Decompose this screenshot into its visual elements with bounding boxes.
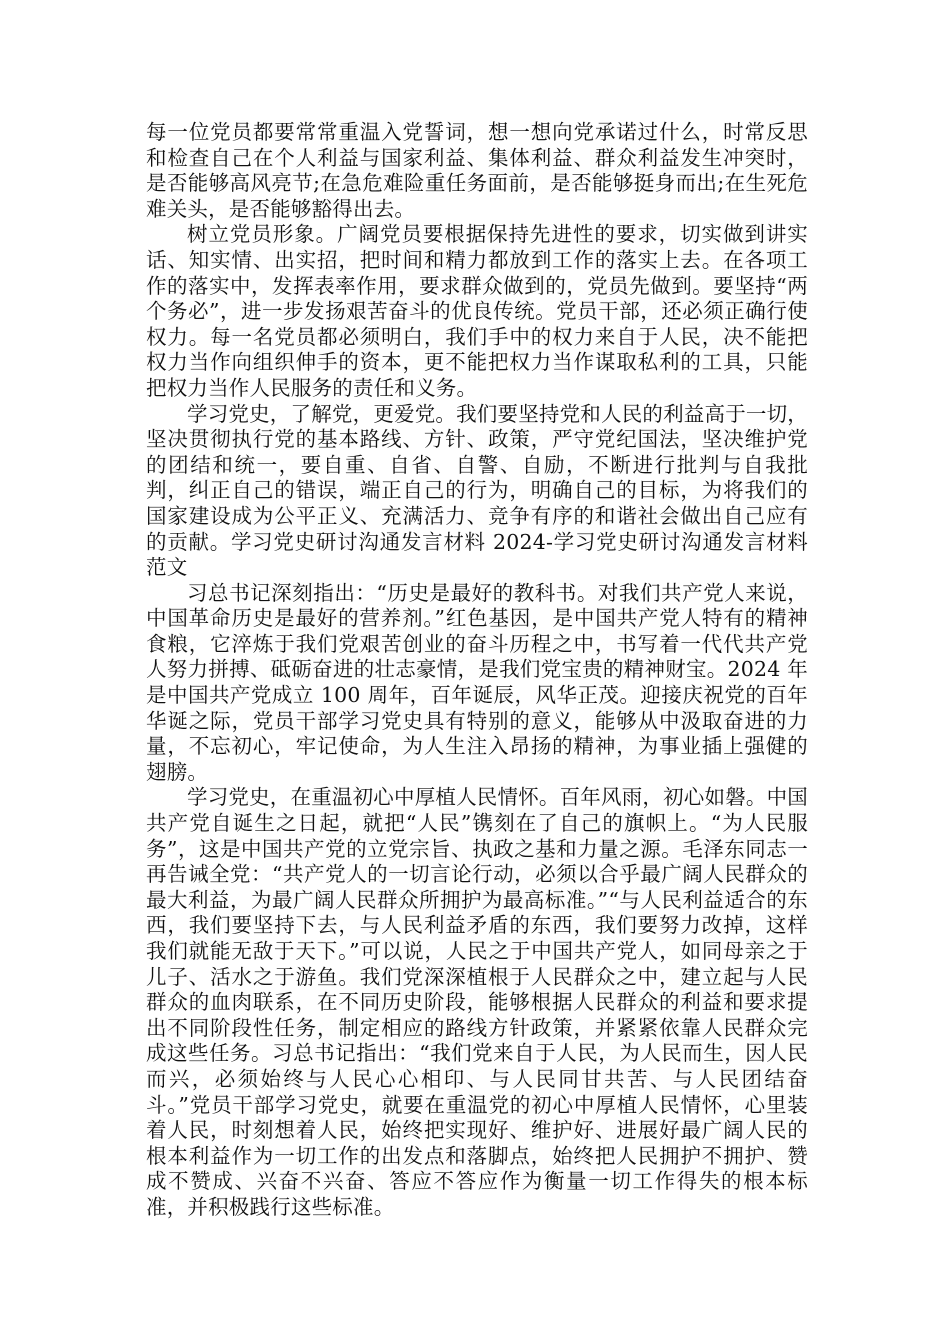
paragraph-1: 每一位党员都要常常重温入党誓词，想一想向党承诺过什么，时常反思和检查自己在个人利益与国家利益、集体利益、群众利益发生冲突时，是否能够高风亮节;在急危难险重任务面前，是否能够挺身而出;在生死危难关头，是否能够豁得出去。 xyxy=(146,120,808,221)
paragraph-2: 树立党员形象。广阔党员要根据保持先进性的要求，切实做到讲实话、知实情、出实招，把时间和精力都放到工作的落实上去。在各项工作的落实中，发挥表率作用，要求群众做到的，党员先做到。要坚持“两个务必”，进一步发扬艰苦奋斗的优良传统。党员干部，还必须正确行使权力。每一名党员都必须明白，我们手中的权力来自于人民，决不能把权力当作向组织伸手的资本，更不能把权力当作谋取私利的工具，只能把权力当作人民服务的责任和义务。 xyxy=(146,222,808,400)
paragraph-3: 学习党史，了解党，更爱党。我们要坚持党和人民的利益高于一切，坚决贯彻执行党的基本路线、方针、政策，严守党纪国法，坚决维护党的团结和统一，要自重、自省、自警、自励，不断进行批判与自我批判，纠正自己的错误，端正自己的行为，明确自己的目标，为将我们的国家建设成为公平正义、充满活力、竞争有序的和谐社会做出自己应有的贡献。学习党史研讨沟通发言材料 2024-学习党史研讨沟通发言材料范文 xyxy=(146,401,808,580)
paragraph-4: 习总书记深刻指出：“历史是最好的教科书。对我们共产党人来说，中国革命历史是最好的营养剂。”红色基因，是中国共产党人特有的精神食粮，它淬炼于我们党艰苦创业的奋斗历程之中，书写着一代代共产党人努力拼搏、砥砺奋进的壮志豪情，是我们党宝贵的精神财宝。2024 年是中国共产党成立 100 周年，百年诞辰，风华正茂。迎接庆祝党的百年华诞之际，党员干部学习党史具有特别的意义，能够从中汲取奋进的力量，不忘初心，牢记使命，为人生注入昂扬的精神，为事业插上强健的翅膀。 xyxy=(146,580,808,784)
document-page xyxy=(146,120,808,1221)
paragraph-5: 学习党史，在重温初心中厚植人民情怀。百年风雨，初心如磐。中国共产党自诞生之日起，就把“人民”镌刻在了自己的旗帜上。“为人民服务”，这是中国共产党的立党宗旨、执政之基和力量之源。毛泽东同志一再告诫全党：“共产党人的一切言论行动，必须以合乎最广阔人民群众的最大利益，为最广阔人民群众所拥护为最高标准。”“与人民利益适合的东西，我们要坚持下去，与人民利益矛盾的东西，我们要努力改掉，这样我们就能无敌于天下。”可以说，人民之于中国共产党人，如同母亲之于儿子、活水之于游鱼。我们党深深植根于人民群众之中，建立起与人民群众的血肉联系，在不同历史阶段，能够根据人民群众的利益和要求提出不同阶段性任务，制定相应的路线方针政策，并紧紧依靠人民群众完成这些任务。习总书记指出：“我们党来自于人民，为人民而生，因人民而兴，必须始终与人民心心相印、与人民同甘共苦、与人民团结奋斗。”党员干部学习党史，就要在重温党的初心中厚植人民情怀，心里装着人民，时刻想着人民，始终把实现好、维护好、进展好最广阔人民的根本利益作为一切工作的出发点和落脚点，始终把人民拥护不拥护、赞成不赞成、兴奋不兴奋、答应不答应作为衡量一切工作得失的根本标准，并积极践行这些标准。 xyxy=(146,785,808,1219)
